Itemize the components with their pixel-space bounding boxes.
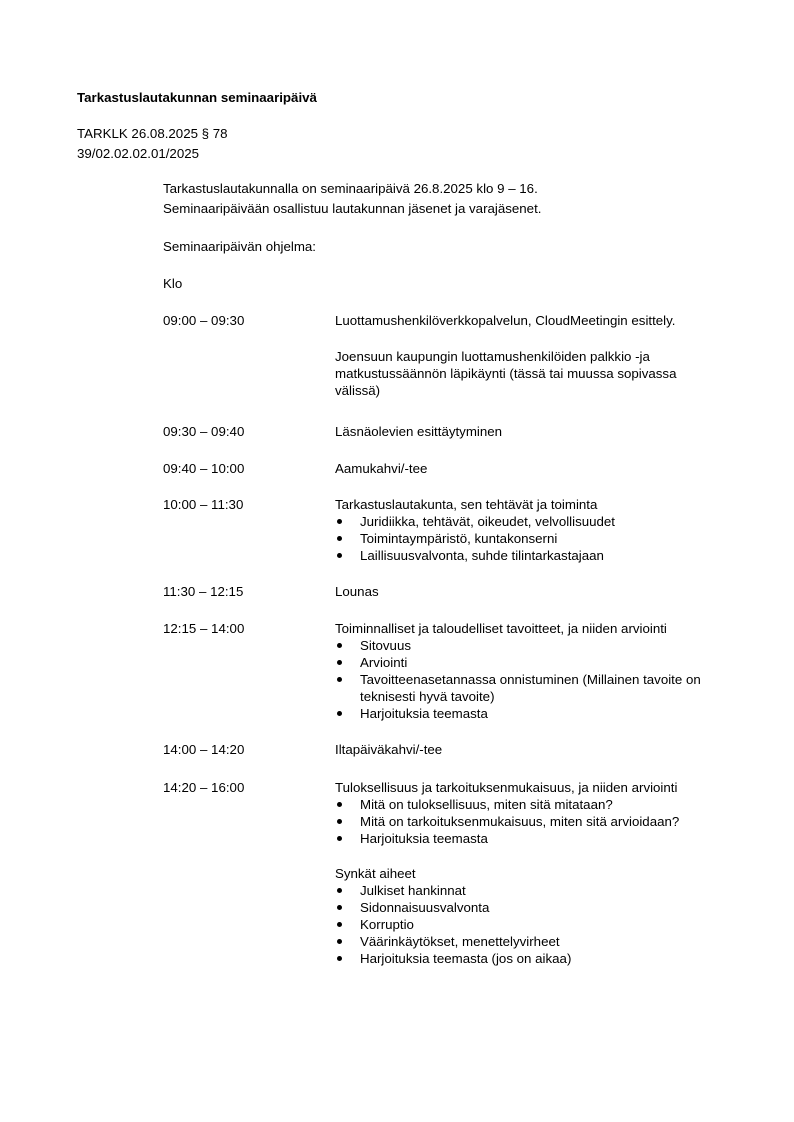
bullet-icon bbox=[337, 922, 342, 927]
schedule-time: 09:30 – 09:40 bbox=[163, 424, 245, 439]
schedule-time: 09:00 – 09:30 bbox=[163, 313, 245, 328]
schedule-topic: Luottamushenkilöverkkopalvelun, CloudMeetingin esittely. bbox=[335, 313, 676, 328]
document-title: Tarkastuslautakunnan seminaaripäivä bbox=[77, 90, 317, 105]
schedule-topic: Läsnäolevien esittäytyminen bbox=[335, 424, 503, 439]
bullet-item: Sidonnaisuusvalvonta bbox=[335, 899, 735, 916]
bullet-icon bbox=[337, 553, 342, 558]
subsection-heading: Synkät aiheet bbox=[335, 866, 416, 881]
topic-bullet-list bbox=[335, 637, 725, 722]
schedule-topic: Aamukahvi/-tee bbox=[335, 461, 428, 476]
bullet-item: Laillisuusvalvonta, suhde tilintarkastajaan bbox=[335, 547, 735, 564]
schedule-time: 14:20 – 16:00 bbox=[163, 780, 245, 795]
schedule-time: 12:15 – 14:00 bbox=[163, 621, 245, 636]
schedule-time: 14:00 – 14:20 bbox=[163, 742, 245, 757]
bullet-icon bbox=[337, 939, 342, 944]
bullet-icon bbox=[337, 956, 342, 961]
bullet-item: Toimintaympäristö, kuntakonserni bbox=[335, 530, 735, 547]
intro-line-1: Tarkastuslautakunnalla on seminaaripäivä 26.8.2025 klo 9 – 16. bbox=[163, 181, 538, 196]
bullet-item: Korruptio bbox=[335, 916, 735, 933]
bullet-icon bbox=[337, 519, 342, 524]
bullet-item: Harjoituksia teemasta (jos on aikaa) bbox=[335, 950, 735, 967]
bullet-item: Juridiikka, tehtävät, oikeudet, velvollisuudet bbox=[335, 513, 735, 530]
schedule-topic: Tuloksellisuus ja tarkoituksenmukaisuus, ja niiden arviointi bbox=[335, 780, 678, 795]
bullet-item: Tavoitteenasetannassa onnistuminen (Millainen tavoite on teknisesti hyvä tavoite) bbox=[335, 671, 725, 705]
bullet-icon bbox=[337, 802, 342, 807]
bullet-icon bbox=[337, 711, 342, 716]
bullet-item: Harjoituksia teemasta bbox=[335, 705, 725, 722]
bullet-icon bbox=[337, 819, 342, 824]
schedule-topic: Tarkastuslautakunta, sen tehtävät ja toiminta bbox=[335, 497, 598, 512]
schedule-time: 10:00 – 11:30 bbox=[163, 497, 244, 512]
case-number: 39/02.02.02.01/2025 bbox=[77, 146, 200, 161]
bullet-icon bbox=[337, 677, 342, 682]
schedule-topic: Lounas bbox=[335, 584, 379, 599]
schedule-topic: Toiminnalliset ja taloudelliset tavoitteet, ja niiden arviointi bbox=[335, 621, 667, 636]
bullet-icon bbox=[337, 643, 342, 648]
bullet-item: Harjoituksia teemasta bbox=[335, 830, 735, 847]
bullet-item: Arviointi bbox=[335, 654, 725, 671]
bullet-icon bbox=[337, 536, 342, 541]
bullet-item: Väärinkäytökset, menettelyvirheet bbox=[335, 933, 735, 950]
subsection-bullet-list bbox=[335, 882, 735, 967]
bullet-icon bbox=[337, 888, 342, 893]
time-column-heading: Klo bbox=[163, 276, 183, 291]
meeting-reference: TARKLK 26.08.2025 § 78 bbox=[77, 126, 228, 141]
bullet-item: Mitä on tuloksellisuus, miten sitä mitataan? bbox=[335, 796, 735, 813]
program-heading: Seminaaripäivän ohjelma: bbox=[163, 239, 316, 254]
bullet-item: Sitovuus bbox=[335, 637, 725, 654]
bullet-item: Julkiset hankinnat bbox=[335, 882, 735, 899]
bullet-icon bbox=[337, 836, 342, 841]
bullet-icon bbox=[337, 660, 342, 665]
schedule-topic: Iltapäiväkahvi/-tee bbox=[335, 742, 443, 757]
intro-line-2: Seminaaripäivään osallistuu lautakunnan jäsenet ja varajäsenet. bbox=[163, 201, 542, 216]
bullet-icon bbox=[337, 905, 342, 910]
bullet-item: Mitä on tarkoituksenmukaisuus, miten sitä arvioidaan? bbox=[335, 813, 735, 830]
schedule-time: 09:40 – 10:00 bbox=[163, 461, 245, 476]
topic-bullet-list bbox=[335, 513, 735, 564]
schedule-time: 11:30 – 12:15 bbox=[163, 584, 244, 599]
schedule-extra-note: Joensuun kaupungin luottamushenkilöiden palkkio -ja matkustussäännön läpikäynti (tässä tai muussa sopivassa välissä) bbox=[335, 349, 677, 398]
topic-bullet-list bbox=[335, 796, 735, 847]
